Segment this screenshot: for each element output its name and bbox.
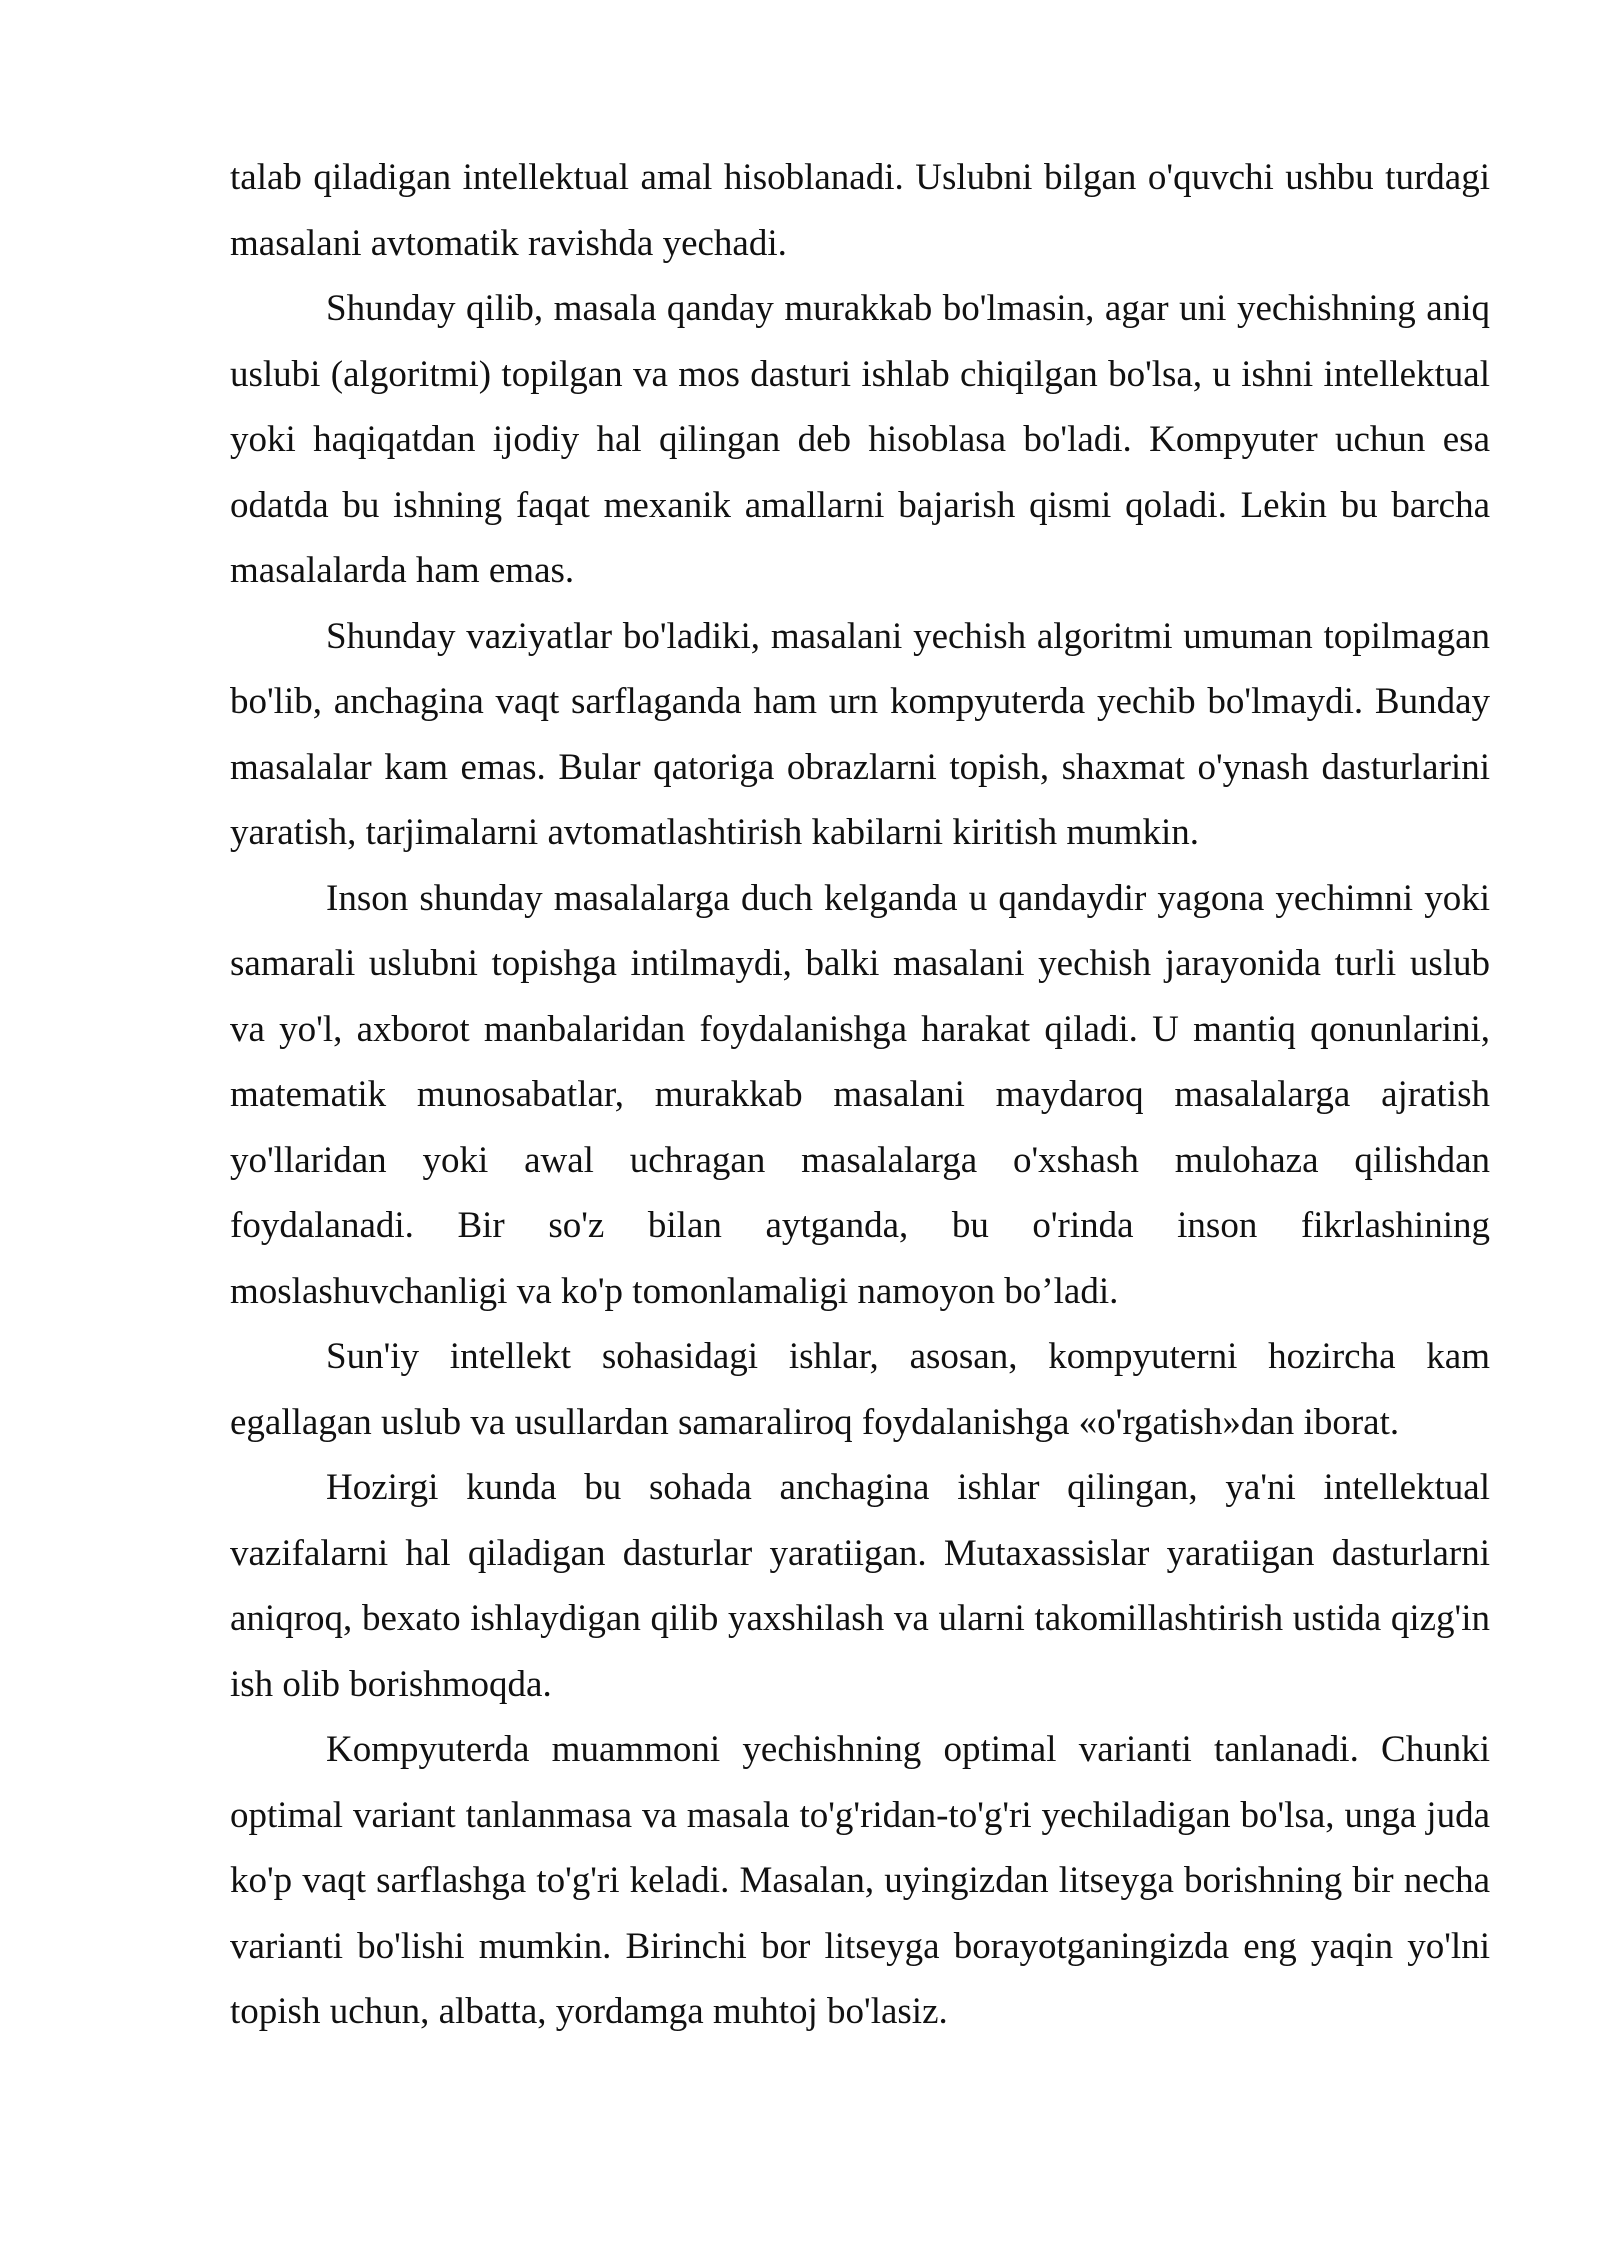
- paragraph-continuation: talab qiladigan intellektual amal hisoblanadi. Uslubni bilgan o'quvchi ushbu turdagi masalani avtomatik ravishda yechadi.: [230, 157, 1490, 264]
- paragraph-algorithm-method: Shunday qilib, masala qanday murakkab bo'lmasin, agar uni yechishning aniq uslubi (algoritmi) topilgan va mos dasturi ishlab chiqilgan bo'lsa, u ishni intellektual yoki haqiqatdan ijodiy hal qilingan deb hisoblasa bo'ladi. Kompyuter uchun esa odatda bu ishning faqat mexanik amallarni bajarish qismi qoladi. Lekin bu barcha masalalarda ham emas.: [230, 288, 1490, 591]
- paragraph-ai-field: Sun'iy intellekt sohasidagi ishlar, asosan, kompyuterni hozircha kam egallagan uslub va usullardan samaraliroq foydalanishga «o'rgatish»dan iborat.: [230, 1336, 1490, 1443]
- paragraph-human-approach: Inson shunday masalalarga duch kelganda u qandaydir yagona yechimni yoki samarali uslubni topishga intilmaydi, balki masalani yechish jarayonida turli uslub va yo'l, axborot manbalaridan foydalanishga harakat qiladi. U mantiq qonunlarini, matematik munosabatlar, murakkab masalani maydaroq masalalarga ajratish yo'llaridan yoki awal uchragan masalalarga o'xshash mulohaza qilishdan foydalanadi. Bir so'z bilan aytganda, bu o'rinda inson fikrlashining moslashuvchanligi va ko'p tomonlamaligi namoyon bo’ladi.: [230, 877, 1490, 1312]
- paragraph-optimal-variant: Kompyuterda muammoni yechishning optimal varianti tanlanadi. Chunki optimal variant tanlanmasa va masala to'g'ridan-to'g'ri yechiladigan bo'lsa, unga juda ko'p vaqt sarflashga to'g'ri keladi. Masalan, uyingizdan litseyga borishning bir necha varianti bo'lishi mumkin. Birinchi bor litseyga borayotganingizda eng yaqin yo'lni topish uchun, albatta, yordamga muhtoj bo'lasiz.: [230, 1729, 1490, 2032]
- paragraph-unsolved-problems: Shunday vaziyatlar bo'ladiki, masalani yechish algoritmi umuman topilmagan bo'lib, anchagina vaqt sarflaganda ham urn kompyuterda yechib bo'lmaydi. Bunday masalalar kam emas. Bular qatoriga obrazlarni topish, shaxmat o'ynash dasturlarini yaratish, tarjimalarni avtomatlashtirish kabilarni kiritish mumkin.: [230, 615, 1490, 853]
- paragraph-current-work: Hozirgi kunda bu sohada anchagina ishlar qilingan, ya'ni intellektual vazifalarni hal qiladigan dasturlar yaratiigan. Mutaxassislar yaratiigan dasturlarni aniqroq, bexato ishlaydigan qilib yaxshilash va ularni takomillashtirish ustida qizg'in ish olib borishmoqda.: [230, 1467, 1490, 1705]
- document-page: [230, 145, 1490, 2045]
